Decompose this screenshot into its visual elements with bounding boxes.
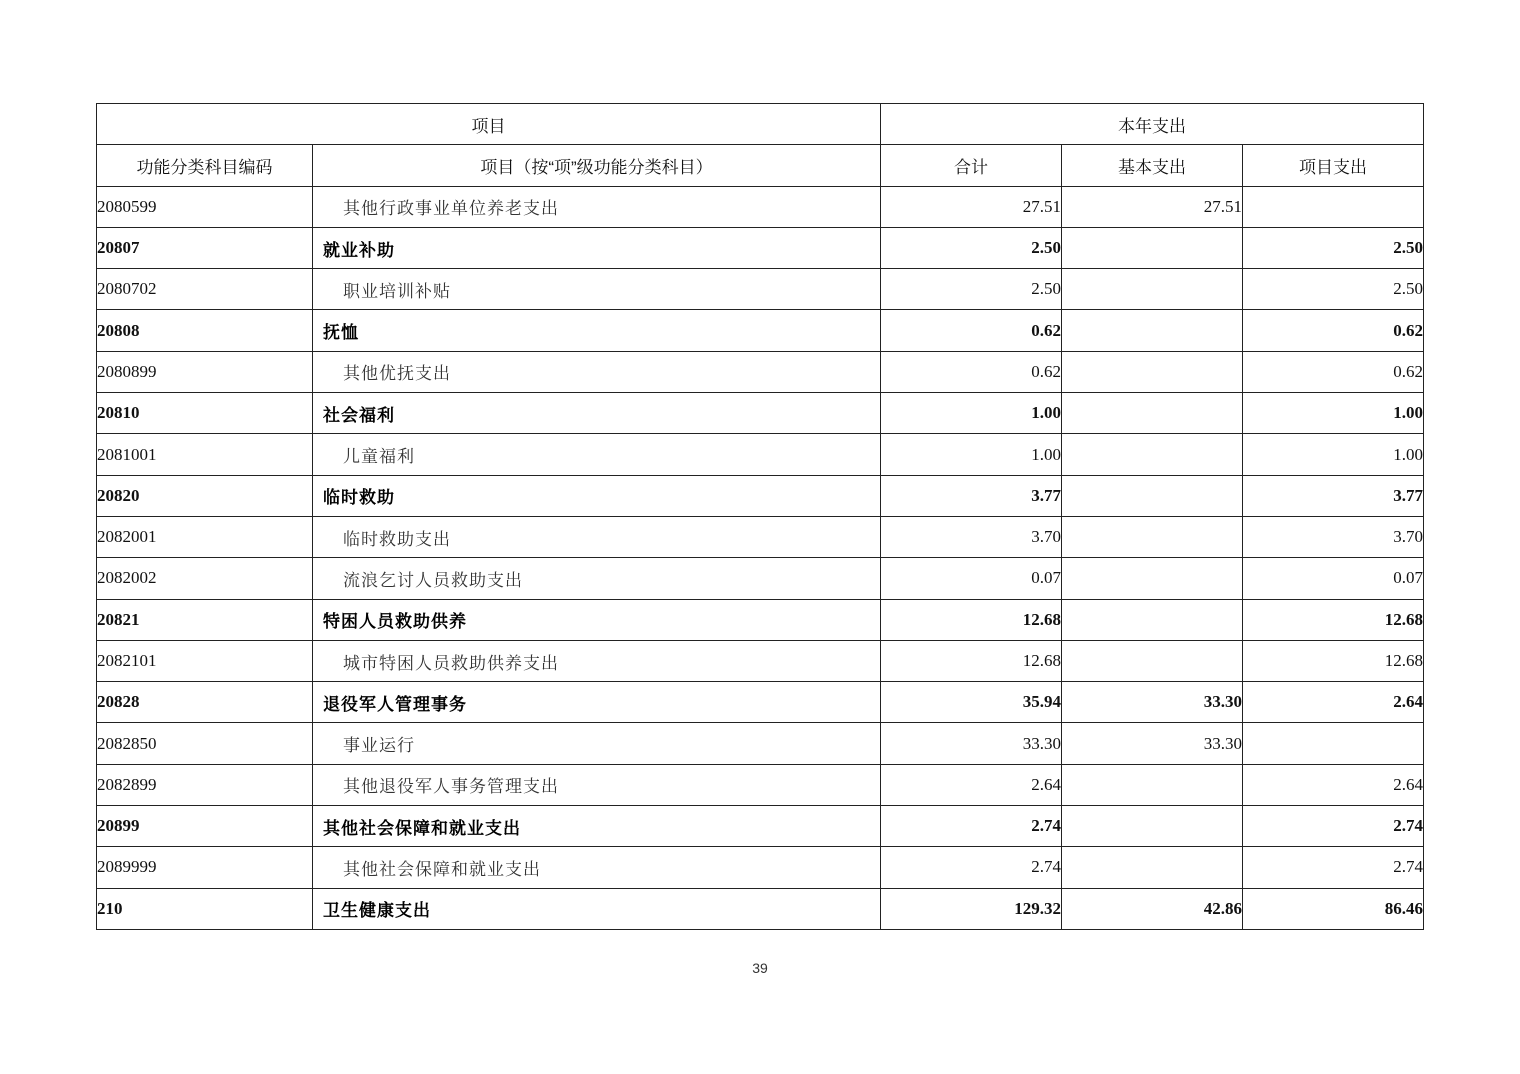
cell-name: 其他优抚支出 <box>313 351 881 392</box>
cell-name: 职业培训补贴 <box>313 269 881 310</box>
cell-code: 20821 <box>97 599 313 640</box>
table-row <box>97 227 1424 268</box>
cell-code: 2081001 <box>97 434 313 475</box>
cell-basic <box>1062 434 1243 475</box>
table-row <box>97 558 1424 599</box>
cell-total: 2.64 <box>881 764 1062 805</box>
table-row <box>97 847 1424 888</box>
cell-total: 3.77 <box>881 475 1062 516</box>
cell-total: 27.51 <box>881 186 1062 227</box>
cell-total: 2.50 <box>881 269 1062 310</box>
cell-project: 3.77 <box>1243 475 1424 516</box>
cell-name: 临时救助 <box>313 475 881 516</box>
cell-name: 其他退役军人事务管理支出 <box>313 764 881 805</box>
cell-name: 城市特困人员救助供养支出 <box>313 640 881 681</box>
cell-code: 20899 <box>97 806 313 847</box>
cell-basic: 27.51 <box>1062 186 1243 227</box>
cell-code: 2082850 <box>97 723 313 764</box>
cell-code: 20828 <box>97 682 313 723</box>
table-row <box>97 434 1424 475</box>
cell-project: 0.62 <box>1243 351 1424 392</box>
table-row <box>97 682 1424 723</box>
table-row <box>97 806 1424 847</box>
table-row <box>97 516 1424 557</box>
cell-name: 事业运行 <box>313 723 881 764</box>
cell-name: 流浪乞讨人员救助支出 <box>313 558 881 599</box>
cell-basic <box>1062 351 1243 392</box>
header-code: 功能分类科目编码 <box>97 145 313 186</box>
header-expense-group: 本年支出 <box>881 104 1424 145</box>
cell-basic <box>1062 599 1243 640</box>
table-row <box>97 723 1424 764</box>
table-body <box>97 186 1424 929</box>
cell-project: 12.68 <box>1243 599 1424 640</box>
cell-project <box>1243 723 1424 764</box>
cell-name: 临时救助支出 <box>313 516 881 557</box>
header-row-columns <box>97 145 1424 186</box>
cell-total: 1.00 <box>881 434 1062 475</box>
cell-basic <box>1062 475 1243 516</box>
cell-basic <box>1062 640 1243 681</box>
header-row-group <box>97 104 1424 145</box>
cell-project: 3.70 <box>1243 516 1424 557</box>
cell-name: 其他社会保障和就业支出 <box>313 847 881 888</box>
cell-project: 0.62 <box>1243 310 1424 351</box>
cell-basic: 33.30 <box>1062 723 1243 764</box>
cell-total: 2.50 <box>881 227 1062 268</box>
cell-code: 2080899 <box>97 351 313 392</box>
table-row <box>97 351 1424 392</box>
page-number: 39 <box>752 960 768 976</box>
header-basic: 基本支出 <box>1062 145 1243 186</box>
cell-total: 1.00 <box>881 393 1062 434</box>
cell-total: 0.62 <box>881 310 1062 351</box>
cell-project <box>1243 186 1424 227</box>
cell-code: 2082001 <box>97 516 313 557</box>
cell-name: 其他行政事业单位养老支出 <box>313 186 881 227</box>
cell-name: 就业补助 <box>313 227 881 268</box>
cell-name: 其他社会保障和就业支出 <box>313 806 881 847</box>
cell-code: 20807 <box>97 227 313 268</box>
cell-project: 2.74 <box>1243 847 1424 888</box>
cell-code: 2082002 <box>97 558 313 599</box>
cell-project: 2.64 <box>1243 682 1424 723</box>
cell-project: 2.74 <box>1243 806 1424 847</box>
header-item-group: 项目 <box>97 104 881 145</box>
cell-project: 1.00 <box>1243 434 1424 475</box>
table-row <box>97 888 1424 929</box>
table-row <box>97 599 1424 640</box>
cell-basic <box>1062 558 1243 599</box>
cell-code: 2089999 <box>97 847 313 888</box>
table-row <box>97 475 1424 516</box>
cell-project: 2.50 <box>1243 227 1424 268</box>
cell-project: 86.46 <box>1243 888 1424 929</box>
cell-basic <box>1062 393 1243 434</box>
cell-total: 33.30 <box>881 723 1062 764</box>
cell-total: 2.74 <box>881 806 1062 847</box>
cell-project: 2.50 <box>1243 269 1424 310</box>
header-total: 合计 <box>881 145 1062 186</box>
cell-basic <box>1062 847 1243 888</box>
cell-code: 2082101 <box>97 640 313 681</box>
expenditure-table <box>96 103 1424 930</box>
cell-project: 1.00 <box>1243 393 1424 434</box>
cell-total: 12.68 <box>881 599 1062 640</box>
header-project: 项目支出 <box>1243 145 1424 186</box>
cell-total: 129.32 <box>881 888 1062 929</box>
cell-project: 2.64 <box>1243 764 1424 805</box>
cell-total: 12.68 <box>881 640 1062 681</box>
cell-code: 2080599 <box>97 186 313 227</box>
cell-code: 20810 <box>97 393 313 434</box>
cell-name: 儿童福利 <box>313 434 881 475</box>
cell-basic <box>1062 764 1243 805</box>
cell-total: 0.62 <box>881 351 1062 392</box>
table-row <box>97 393 1424 434</box>
table-row <box>97 269 1424 310</box>
cell-basic <box>1062 310 1243 351</box>
cell-code: 2082899 <box>97 764 313 805</box>
header-name: 项目（按“项”级功能分类科目） <box>313 145 881 186</box>
cell-code: 20820 <box>97 475 313 516</box>
table-row <box>97 640 1424 681</box>
cell-name: 特困人员救助供养 <box>313 599 881 640</box>
cell-name: 社会福利 <box>313 393 881 434</box>
table-row <box>97 764 1424 805</box>
cell-name: 卫生健康支出 <box>313 888 881 929</box>
cell-name: 退役军人管理事务 <box>313 682 881 723</box>
cell-total: 3.70 <box>881 516 1062 557</box>
cell-project: 0.07 <box>1243 558 1424 599</box>
cell-total: 35.94 <box>881 682 1062 723</box>
cell-code: 2080702 <box>97 269 313 310</box>
cell-basic <box>1062 516 1243 557</box>
table-row <box>97 310 1424 351</box>
cell-basic <box>1062 227 1243 268</box>
cell-code: 210 <box>97 888 313 929</box>
cell-total: 2.74 <box>881 847 1062 888</box>
cell-name: 抚恤 <box>313 310 881 351</box>
cell-code: 20808 <box>97 310 313 351</box>
cell-basic <box>1062 806 1243 847</box>
table-row <box>97 186 1424 227</box>
cell-basic: 42.86 <box>1062 888 1243 929</box>
cell-project: 12.68 <box>1243 640 1424 681</box>
cell-basic: 33.30 <box>1062 682 1243 723</box>
cell-basic <box>1062 269 1243 310</box>
cell-total: 0.07 <box>881 558 1062 599</box>
